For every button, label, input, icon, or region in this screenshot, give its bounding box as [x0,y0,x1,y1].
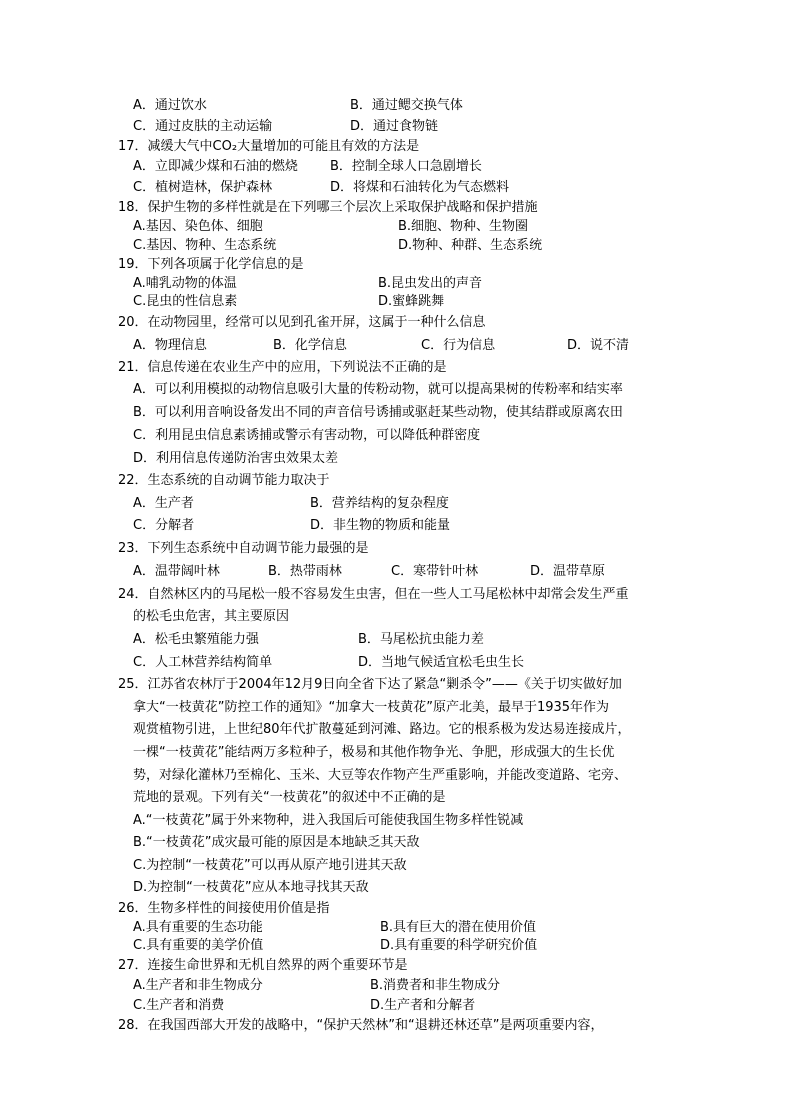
q26-stem: 26．生物多样性的间接使用价值是指 [118,901,330,916]
q22-option-c: C．分解者 [133,518,195,533]
q22-option-a: A．生产者 [133,496,194,511]
q17-option-b: B．控制全球人口急剧增长 [330,159,482,174]
q27-option-b: B.消费者和非生物成分 [370,978,501,993]
q26-option-c: C.具有重要的美学价值 [133,938,264,953]
q21-stem: 21．信息传递在农业生产中的应用，下列说法不正确的是 [118,360,447,375]
q26-option-b: B.具有巨大的潜在使用价值 [380,920,537,935]
q19-stem: 19．下列各项属于化学信息的是 [118,257,304,272]
q26-option-a: A.具有重要的生态功能 [133,920,263,935]
q20-option-c: C．行为信息 [421,338,496,353]
q20-option-b: B．化学信息 [273,338,347,353]
q24-option-c: C．人工林营养结构简单 [133,655,273,670]
q18-stem: 18．保护生物的多样性就是在下列哪三个层次上采取保护战略和保护措施 [118,200,538,215]
q18-option-b: B.细胞、物种、生物圈 [398,219,529,234]
q25-stem-line-5: 势，对绿化灌林乃至棉化、玉米、大豆等农作物产生严重影响，并能改变道路、宅旁、 [133,768,628,783]
q25-stem-line-2: 拿大“一枝黄花”防控工作的通知》“加拿大一枝黄花”原产北美，最早于1935年作为 [133,700,610,715]
q16-option-c: C．通过皮肤的主动运输 [133,119,273,134]
q21-option-a: A．可以利用模拟的动物信息吸引大量的传粉动物，就可以提高果树的传粉率和结实率 [133,382,623,397]
q25-stem-line-3: 观赏植物引进，上世纪80年代扩散蔓延到河滩、路边。它的根系极为发达易连接成片， [133,722,631,737]
q27-option-d: D.生产者和分解者 [370,998,476,1013]
q25-stem-line-1: 25．江苏省农林厅于2004年12月9日向全省下达了紧急“剿杀令”——《关于切实做好加 [118,677,622,692]
q16-option-b: B．通过鳃交换气体 [350,98,463,113]
q19-option-d: D.蜜蜂跳舞 [378,294,445,309]
q21-option-b: B．可以利用音响设备发出不同的声音信号诱捕或驱赶某些动物，使其结群或原离农田 [133,405,623,420]
q21-option-c: C．利用昆虫信息素诱捕或警示有害动物，可以降低种群密度 [133,428,481,443]
q23-option-b: B．热带雨林 [268,564,342,579]
q24-option-a: A．松毛虫繁殖能力强 [133,632,259,647]
q24-option-b: B．马尾松抗虫能力差 [358,632,484,647]
q25-option-d: D.为控制“一枝黄花”应从本地寻找其天敌 [133,880,369,895]
q23-option-d: D．温带草原 [530,564,606,579]
q18-option-d: D.物种、种群、生态系统 [398,238,543,253]
q20-option-a: A．物理信息 [133,338,207,353]
q20-option-d: D．说不清 [567,338,630,353]
q19-option-c: C.昆虫的性信息素 [133,294,238,309]
q27-stem: 27．连接生命世界和无机自然界的两个重要环节是 [118,958,408,973]
q22-option-b: B．营养结构的复杂程度 [310,496,449,511]
q27-option-a: A.生产者和非生物成分 [133,978,263,993]
q17-option-d: D．将煤和石油转化为气态燃料 [330,180,510,195]
q23-option-a: A．温带阔叶林 [133,564,220,579]
q18-option-c: C.基因、物种、生态系统 [133,238,277,253]
q28-stem: 28．在我国西部大开发的战略中，“保护天然林”和“退耕还林还草”是两项重要内容， [118,1018,604,1033]
q25-stem-line-4: 一棵“一枝黄花”能结两万多粒种子，极易和其他作物争光、争肥，形成强大的生长优 [133,745,615,760]
q25-option-c: C.为控制“一枝黄花”可以再从原产地引进其天敌 [133,858,407,873]
q16-option-d: D．通过食物链 [350,119,439,134]
q22-stem: 22．生态系统的自动调节能力取决于 [118,473,330,488]
q25-option-a: A.“一枝黄花”属于外来物种，进入我国后可能使我国生物多样性锐减 [133,813,524,828]
q24-stem-line-1: 24．自然林区内的马尾松一般不容易发生虫害，但在一些人工马尾松林中却常会发生严重 [118,587,629,602]
q25-option-b: B.“一枝黄花”成灾最可能的原因是本地缺乏其天敌 [133,835,420,850]
q16-option-a: A．通过饮水 [133,98,207,113]
q17-option-a: A．立即减少煤和石油的燃烧 [133,159,298,174]
q21-option-d: D．利用信息传递防治害虫效果太差 [133,451,339,466]
q22-option-d: D．非生物的物质和能量 [310,518,451,533]
q17-option-c: C．植树造林，保护森林 [133,180,273,195]
q23-option-c: C．寒带针叶林 [391,564,479,579]
q24-option-d: D．当地气候适宜松毛虫生长 [358,655,525,670]
q20-stem: 20．在动物园里，经常可以见到孔雀开屏，这属于一种什么信息 [118,315,486,330]
q26-option-d: D.具有重要的科学研究价值 [380,938,538,953]
q17-stem: 17．减缓大气中CO₂大量增加的可能且有效的方法是 [118,139,420,154]
q19-option-a: A.哺乳动物的体温 [133,276,237,291]
q24-stem-line-2: 的松毛虫危害，其主要原因 [133,609,290,624]
q19-option-b: B.昆虫发出的声音 [378,276,483,291]
q27-option-c: C.生产者和消费 [133,998,225,1013]
q23-stem: 23．下列生态系统中自动调节能力最强的是 [118,541,369,556]
q18-option-a: A.基因、染色体、细胞 [133,219,263,234]
q25-stem-line-6: 荒地的景观。下列有关“一枝黄花”的叙述中不正确的是 [133,790,446,805]
